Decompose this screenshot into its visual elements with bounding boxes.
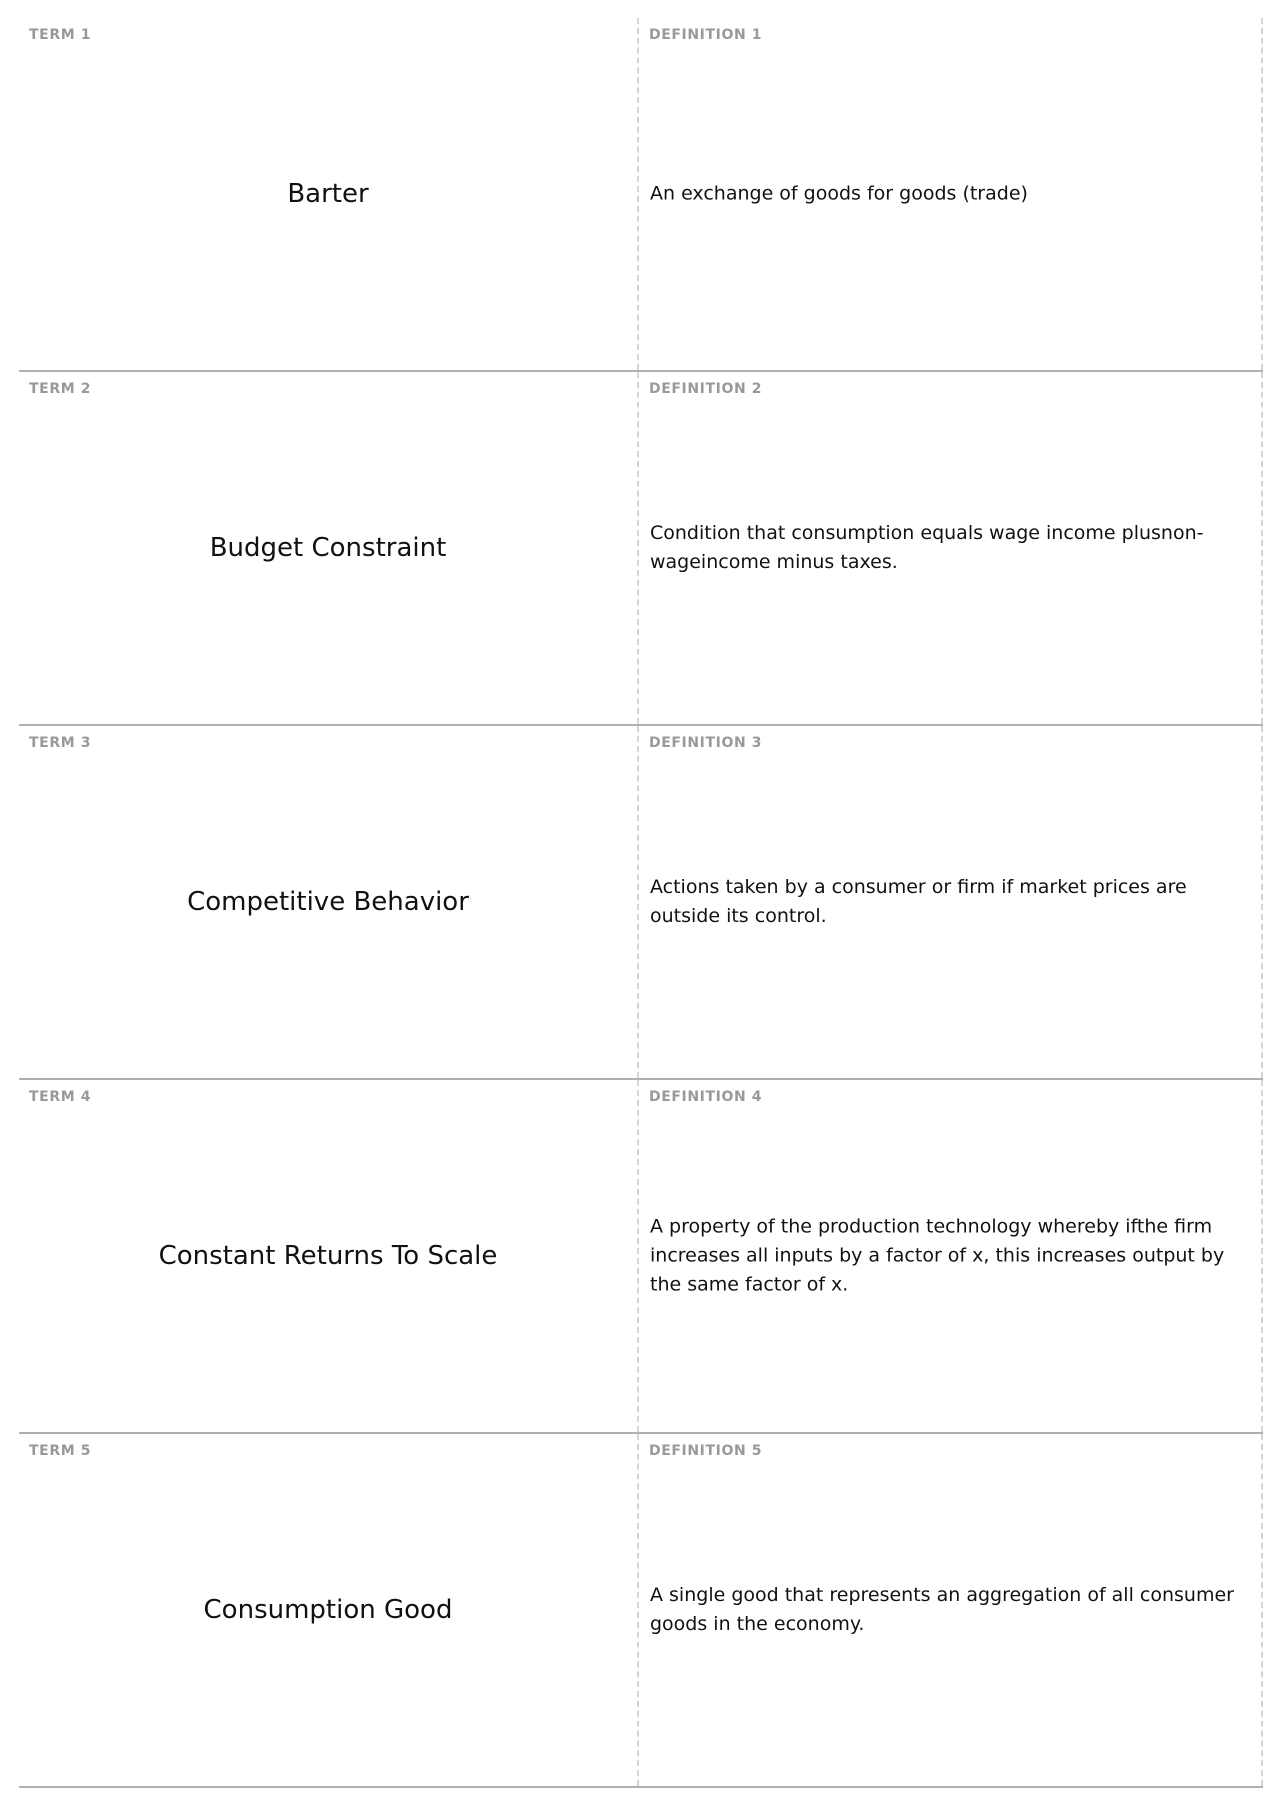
term-label: TERM 5: [29, 1443, 92, 1459]
definition-text: A property of the production technology whereby ifthe firm increases all inputs by a factor of x, this increases output by the same factor of x.: [650, 1215, 1225, 1296]
flashcard-row: [19, 372, 1263, 726]
term-label: TERM 4: [29, 1089, 92, 1105]
term-text: Constant Returns To Scale: [158, 1241, 498, 1271]
term-text: Barter: [287, 179, 369, 209]
definition-cell: [639, 726, 1263, 1078]
definition-label: DEFINITION 5: [649, 1443, 763, 1459]
definition-cell: [639, 372, 1263, 724]
definition-cell: [639, 1434, 1263, 1786]
flashcard-sheet: [19, 18, 1263, 1788]
definition-text: Actions taken by a consumer or firm if market prices are outside its control.: [650, 876, 1187, 927]
definition-label: DEFINITION 3: [649, 735, 763, 751]
term-label: TERM 2: [29, 381, 92, 397]
term-cell: [19, 1080, 639, 1432]
definition-label: DEFINITION 4: [649, 1089, 763, 1105]
definition-label: DEFINITION 1: [649, 27, 763, 43]
term-label: TERM 1: [29, 27, 92, 43]
term-label: TERM 3: [29, 735, 92, 751]
flashcard-row: [19, 1434, 1263, 1788]
term-cell: [19, 1434, 639, 1786]
definition-cell: [639, 18, 1263, 370]
term-text: Competitive Behavior: [187, 887, 469, 917]
term-cell: [19, 18, 639, 370]
definition-cell: [639, 1080, 1263, 1432]
definition-text: A single good that represents an aggregation of all consumer goods in the economy.: [650, 1584, 1234, 1635]
flashcard-row: [19, 726, 1263, 1080]
definition-text: Condition that consumption equals wage income plusnon-wageincome minus taxes.: [650, 522, 1204, 573]
term-text: Budget Constraint: [209, 533, 447, 563]
flashcard-row: [19, 18, 1263, 372]
definition-text: An exchange of goods for goods (trade): [650, 182, 1028, 205]
flashcard-row: [19, 1080, 1263, 1434]
definition-label: DEFINITION 2: [649, 381, 763, 397]
term-cell: [19, 726, 639, 1078]
term-text: Consumption Good: [203, 1595, 453, 1625]
term-cell: [19, 372, 639, 724]
